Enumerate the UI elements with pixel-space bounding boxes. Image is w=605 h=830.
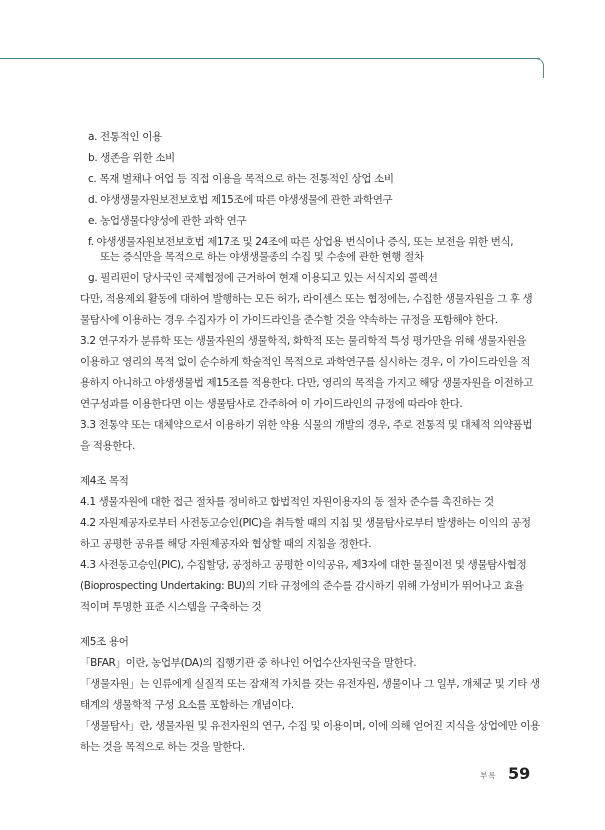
article-4-title: 제4조 목적 bbox=[80, 475, 129, 487]
article-4-line: 4.1 생물자원에 대한 접근 절차를 정비하고 합법적인 자원이용자의 동 절차 준수를 촉진하는 것 bbox=[80, 496, 494, 508]
article-5-line: 「BFAR」이란, 농업부(DA)의 집행기관 중 하나인 어업수산자원국을 말한다. bbox=[80, 657, 417, 669]
body-line: 을 적용한다. bbox=[80, 440, 135, 452]
list-item-b: b. 생존을 위한 소비 bbox=[88, 152, 175, 164]
article-4-line: 적이며 투명한 표준 시스템을 구축하는 것 bbox=[80, 601, 262, 613]
body-line: 다만, 적용제외 활동에 대하여 발행하는 모든 허가, 라이센스 또는 협정에는, 수집한 생물자원을 그 후 생 bbox=[80, 293, 533, 305]
list-item-g: g. 필리핀이 당사국인 국제협정에 근거하여 현재 이용되고 있는 서식지외 콜렉션 bbox=[88, 272, 438, 284]
article-5-title: 제5조 용어 bbox=[80, 636, 129, 648]
article-4-line: (Bioprospecting Undertaking: BU)의 기타 규정에의 준수를 감시하기 위해 가성비가 뛰어나고 효율 bbox=[80, 580, 524, 592]
list-item-f-continuation: 또는 증식만을 목적으로 하는 야생생물종의 수집 및 수송에 관한 현행 절차 bbox=[100, 251, 424, 263]
body-line: 연구성과를 이용한다면 이는 생물탐사로 간주하여 이 가이드라인의 규정에 따라야 한다. bbox=[80, 398, 463, 410]
list-item-d: d. 야생생물자원보전보호법 제15조에 따른 야생생물에 관한 과학연구 bbox=[88, 194, 393, 206]
footer-section-label: 부록 bbox=[480, 771, 497, 780]
article-5-line: 「생물탐사」란, 생물자원 및 유전자원의 연구, 수집 및 이용이며, 이에 의해 얻어진 지식을 상업에만 이용 bbox=[80, 720, 540, 732]
article-5-line: 「생물자원」는 인류에게 실질적 또는 잠재적 가치를 갖는 유전자원, 생물이나 그 일부, 개체군 및 기타 생 bbox=[80, 678, 540, 690]
article-5-line: 태계의 생물학적 구성 요소를 포함하는 개념이다. bbox=[80, 699, 294, 711]
body-line: 물탐사에 이용하는 경우 수집자가 이 가이드라인을 준수할 것을 약속하는 규정을 포함해야 한다. bbox=[80, 314, 498, 326]
article-4-line: 4.2 자원제공자로부터 사전동고승인(PIC)을 취득할 때의 지침 및 생물탐사로부터 발생하는 이익의 공정 bbox=[80, 517, 531, 529]
article-4-line: 4.3 사전동고승인(PIC), 수집할당, 공정하고 공평한 이익공유, 제3자에 대한 물질이전 및 생물탐사협정 bbox=[80, 559, 527, 571]
list-item-a: a. 전통적인 이용 bbox=[88, 131, 162, 143]
body-line: 3.3 전통약 또는 대체약으로서 이용하기 위한 약용 식물의 개발의 경우, 주로 전통적 및 대체적 의약품법 bbox=[80, 419, 533, 431]
header-rule bbox=[0, 58, 540, 59]
body-line: 3.2 연구자가 분류학 또는 생물자원의 생물학적, 화학적 또는 물리학적 특성 평가만을 위해 생물자원을 bbox=[80, 335, 527, 347]
body-line: 이용하고 영리의 목적 없이 순수하게 학술적인 목적으로 과학연구를 실시하는 경우, 이 가이드라인을 적 bbox=[80, 356, 531, 368]
article-4-line: 하고 공평한 공유를 해당 자원제공자와 협상할 때의 지침을 정한다. bbox=[80, 538, 372, 550]
page-number: 59 bbox=[508, 764, 531, 783]
body-line: 용하지 아니하고 야생생물법 제15조를 적용한다. 다만, 영리의 목적을 가지고 해당 생물자원을 이전하고 bbox=[80, 377, 534, 389]
header-corner-decoration bbox=[528, 58, 544, 78]
list-item-f: f. 야생생물자원보전보호법 제17조 및 24조에 따른 상업용 번식이나 증식, 또는 보전을 위한 번식, bbox=[88, 236, 514, 248]
article-5-line: 하는 것을 목적으로 하는 것을 말한다. bbox=[80, 741, 245, 753]
list-item-c: c. 목재 벌채나 어업 등 직접 이용을 목적으로 하는 전통적인 상업 소비 bbox=[88, 173, 394, 185]
list-item-e: e. 농업생물다양성에 관한 과학 연구 bbox=[88, 215, 247, 227]
